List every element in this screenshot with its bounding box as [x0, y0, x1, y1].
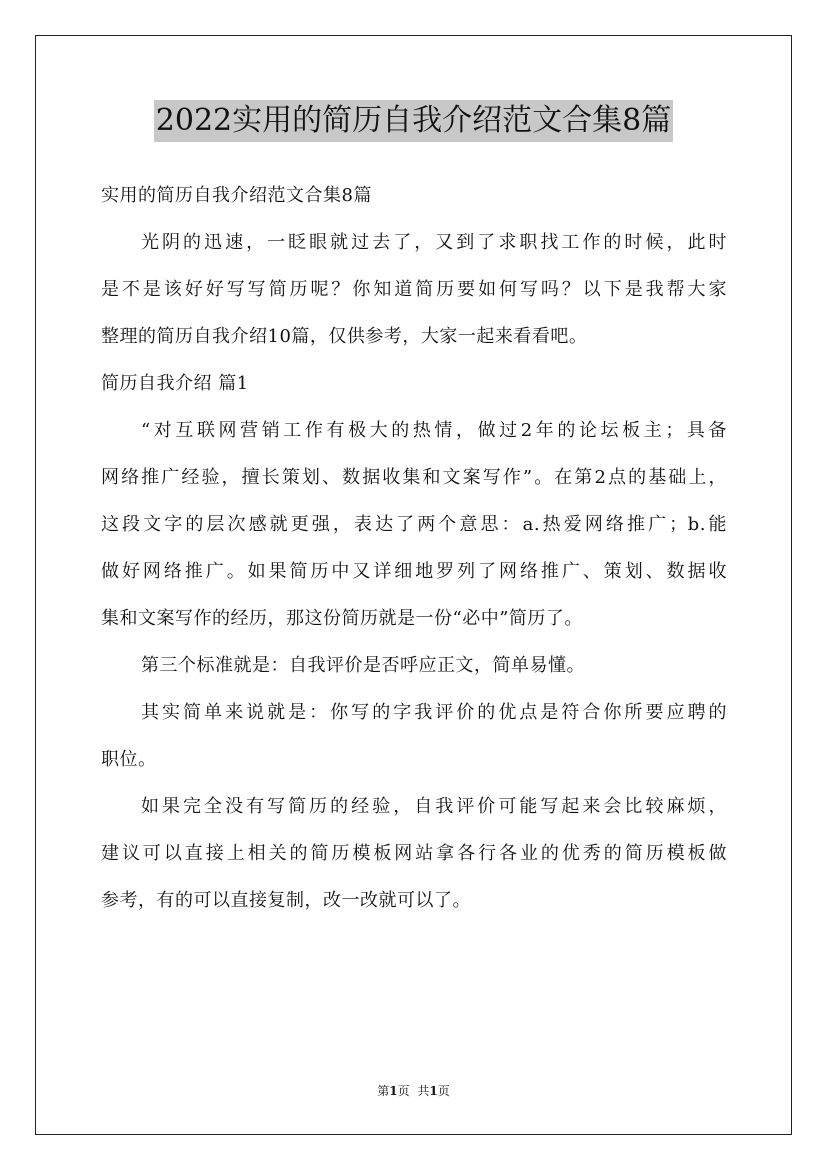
text-line: 光阴的迅速，一眨眼就过去了，又到了求职找工作的时候，此时	[141, 232, 727, 253]
current-page-number: 1	[389, 1084, 398, 1098]
text-line: 建议可以直接上相关的简历模板网站拿各行各业的优秀的简历模板做	[101, 843, 727, 864]
title-container	[0, 100, 827, 142]
text-line: “对互联网营销工作有极大的热情，做过2年的论坛板主；具备	[141, 420, 727, 441]
text-line: 做好网络推广。如果简历中又详细地罗列了网络推广、策划、数据收	[101, 561, 727, 582]
document-title: 2022实用的简历自我介绍范文合集8篇	[154, 100, 673, 142]
total-pages-number: 1	[429, 1084, 438, 1098]
text-line: 简历自我介绍 篇1	[101, 373, 249, 394]
page-footer	[0, 1083, 827, 1099]
text-line: 参考，有的可以直接复制，改一改就可以了。	[101, 890, 471, 911]
text-line: 如果完全没有写简历的经验，自我评价可能写起来会比较麻烦，	[141, 796, 727, 817]
footer-total-suffix: 页	[437, 1084, 450, 1098]
text-line: 是不是该好好写写简历呢？你知道简历要如何写吗？以下是我帮大家	[101, 279, 727, 300]
text-line: 这段文字的层次感就更强，表达了两个意思：a.热爱网络推广；b.能	[101, 514, 727, 535]
footer-total-prefix: 共	[417, 1084, 430, 1098]
text-line: 第三个标准就是：自我评价是否呼应正文，简单易懂。	[141, 655, 585, 676]
text-line: 实用的简历自我介绍范文合集8篇	[101, 185, 372, 206]
text-line: 整理的简历自我介绍10篇，仅供参考，大家一起来看看吧。	[101, 326, 588, 347]
text-line: 其实简单来说就是：你写的字我评价的优点是符合你所要应聘的	[141, 702, 727, 723]
footer-prefix: 第	[377, 1084, 390, 1098]
text-line: 职位。	[101, 749, 157, 770]
footer-page-suffix: 页	[397, 1084, 410, 1098]
text-line: 集和文案写作的经历，那这份简历就是一份“必中”简历了。	[101, 608, 583, 629]
document-body	[101, 172, 727, 924]
text-line: 网络推广经验，擅长策划、数据收集和文案写作”。在第2点的基础上，	[101, 467, 727, 488]
